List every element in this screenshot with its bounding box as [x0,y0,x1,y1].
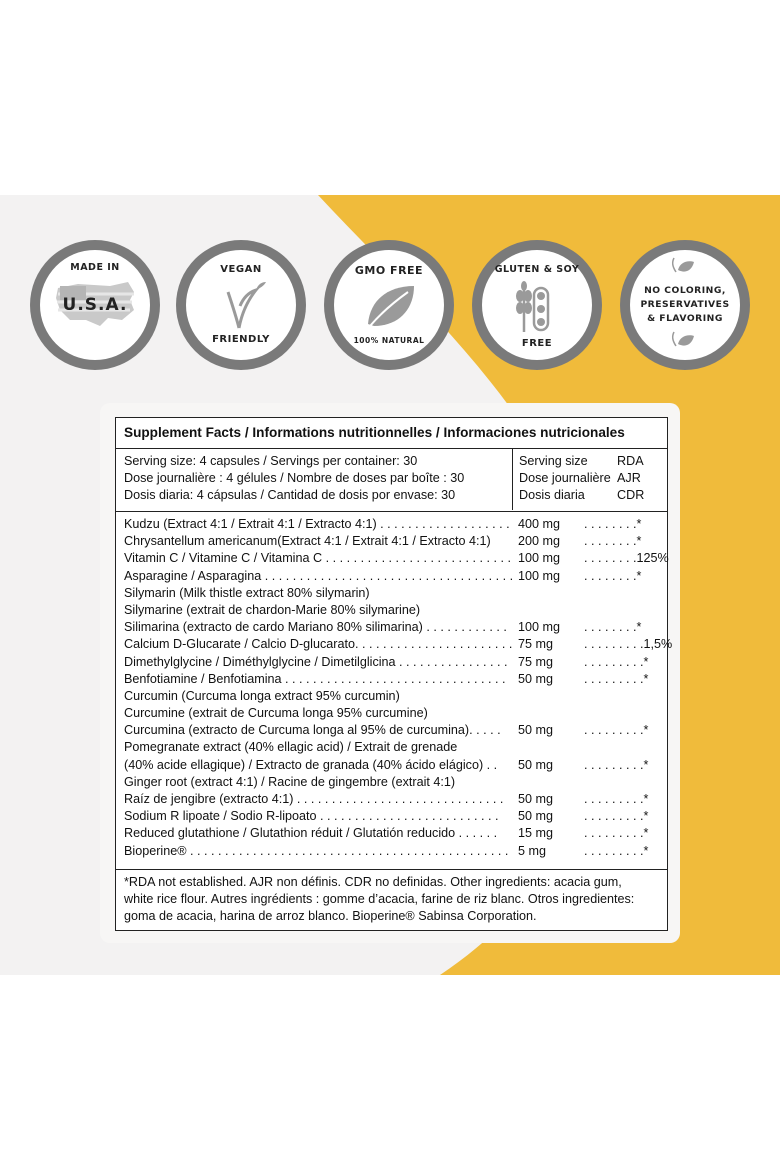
serving-line: Dose journalière : 4 gélules / Nombre de doses par boîte : 30 [124,471,465,486]
legend-row [519,453,667,470]
badge-label-bottom: FREE [521,338,553,349]
ingredient-amount: 75 mg [518,654,554,669]
ingredient-row [124,671,659,688]
ingredient-row [124,774,659,791]
ingredient-daily-value: . . . . . . . .* [584,534,642,549]
vegan-friendly-badge [176,240,306,370]
ingredient-name: Asparagine / Asparagina . . . . . . . . . . . . . . . . . . . . . . . . . . . . . . . . . . . . [124,568,514,583]
ingredient-daily-value: . . . . . . . .125% [584,551,669,566]
badge-label-top: GMO FREE [354,264,424,277]
ingredient-row [124,722,659,739]
ingredient-row [124,568,659,585]
ingredient-name: Silymarine (extrait de chardon-Marie 80% silymarine) [124,602,421,617]
ingredient-daily-value: . . . . . . . . .* [584,654,649,669]
ingredient-row [124,636,673,653]
serving-line: Dosis diaria: 4 cápsulas / Cantidad de dosis por envase: 30 [124,488,456,503]
ingredient-row [124,602,659,619]
footnote-line: white rice flour. Autres ingrédients : gomme d’acacia, farine de riz blanc. Otros ingredientes: [124,892,635,907]
legend-label: Serving size [519,454,588,468]
ingredient-name: Curcumine (extrait de Curcuma longa 95% curcumine) [124,706,428,721]
ingredient-amount: 50 mg [518,809,554,824]
badge-label-middle: U.S.A. [62,295,128,315]
ingredient-row [124,619,659,636]
ingredient-daily-value: . . . . . . . . .* [584,792,649,806]
badge-label-line3: & FLAVORING [647,313,723,324]
gmo-free-badge [324,240,454,370]
ingredient-amount: 100 mg [518,568,561,583]
ingredient-list [116,512,673,870]
ingredient-row [124,688,659,705]
serving-line: Serving size: 4 capsules / Servings per container: 30 [124,454,418,468]
ingredient-name: Kudzu (Extract 4:1 / Extrait 4:1 / Extracto 4:1) . . . . . . . . . . . . . . . . . . . [124,517,510,531]
serving-section [116,449,667,512]
ingredient-row [124,516,659,533]
ingredient-amount: 50 mg [518,757,554,772]
ingredient-row [124,739,659,756]
footnote-line: goma de acacia, harina de arroz blanco. Bioperine® Sabinsa Corporation. [124,909,537,924]
ingredient-name: (40% acide ellagique) / Extracto de granada (40% ácido elágico) . . [124,757,498,772]
legend-row [519,470,667,487]
footnote [116,870,667,926]
ingredient-amount: 50 mg [518,671,554,686]
ingredient-name: Sodium R lipoate / Sodio R-lipoato . . . . . . . . . . . . . . . . . . . . . . . . . . [124,809,499,824]
ingredient-row [124,757,659,774]
ingredient-row [124,843,659,860]
ingredient-amount: 15 mg [518,826,554,841]
badge-label-top: GLUTEN & SOY [494,264,580,275]
ingredient-name: Reduced glutathione / Glutathion réduit / Glutatión reducido . . . . . . [124,826,498,841]
ingredient-daily-value: . . . . . . . . .* [584,843,649,858]
badge-label-bottom: FRIENDLY [212,334,270,345]
badge-row [0,240,780,370]
wheat-icon [472,240,602,370]
gluten-soy-free-badge [472,240,602,370]
badge-label-top: VEGAN [220,264,262,275]
facts-title: Supplement Facts / Informations nutritionnelles / Informaciones nutricionales [116,418,667,449]
ingredient-name: Silymarin (Milk thistle extract 80% silymarin) [124,585,370,600]
ingredient-daily-value: . . . . . . . .* [584,620,642,635]
ingredient-amount: 50 mg [518,792,554,806]
ingredient-amount: 100 mg [518,551,561,566]
ingredient-name: Bioperine® . . . . . . . . . . . . . . . . . . . . . . . . . . . . . . . . . . . . . . . . . . . . . . [124,843,509,858]
ingredient-amount: 400 mg [518,517,561,531]
ingredient-row [124,705,659,722]
ingredient-daily-value: . . . . . . . . .* [584,723,649,738]
legend-code: RDA [617,454,644,468]
legend-row [519,487,667,504]
ingredient-amount: 50 mg [518,723,554,738]
ingredient-name: Calcium D-Glucarate / Calcio D-glucarato. . . . . . . . . . . . . . . . . . . . . . . [124,637,513,652]
legend-code: CDR [617,488,645,503]
ingredient-name: Benfotiamine / Benfotiamina . . . . . . . . . . . . . . . . . . . . . . . . . . . . . . . . [124,671,506,686]
ingredient-row [124,533,659,550]
ingredient-name: Curcumina (extracto de Curcuma longa al 95% de curcumina). . . . . [124,723,501,738]
badge-label-top: MADE IN [70,262,120,273]
legend-label: Dosis diaria [519,488,585,503]
supplement-facts-table [115,417,673,931]
ingredient-daily-value: . . . . . . . .* [584,568,642,583]
ingredient-amount: 100 mg [518,620,561,635]
serving-legend [512,449,667,510]
legend-label: Dose journalière [519,471,611,486]
ingredient-name: Chrysantellum americanum(Extract 4:1 / Extrait 4:1 / Extracto 4:1) [124,534,491,549]
ingredient-name: Curcumin (Curcuma longa extract 95% curcumin) [124,688,400,703]
ingredient-daily-value: . . . . . . . .* [584,517,642,531]
ingredient-row [124,808,659,825]
ingredient-name: Raíz de jengibre (extracto 4:1) . . . . . . . . . . . . . . . . . . . . . . . . . . . . . . [124,792,504,806]
ingredient-daily-value: . . . . . . . . .1,5% [584,637,673,652]
ingredient-row [124,585,659,602]
footnote-line: *RDA not established. AJR non définis. CDR no definidas. Other ingredients: acacia gum, [124,875,622,889]
badge-label-line1: NO COLORING, [644,285,726,296]
ingredient-name: Silimarina (extracto de cardo Mariano 80% silimarina) . . . . . . . . . . . . [124,620,507,635]
serving-info [124,453,509,505]
ingredient-name: Pomegranate extract (40% ellagic acid) / Extrait de grenade [124,740,458,755]
ingredient-name: Vitamin C / Vitamine C / Vitamina C . . . . . . . . . . . . . . . . . . . . . . . . . . . [124,551,512,566]
ingredient-daily-value: . . . . . . . . .* [584,671,649,686]
sprout-icon [176,240,306,370]
ingredient-amount: 75 mg [518,637,554,652]
ingredient-name: Ginger root (extract 4:1) / Racine de gingembre (extrait 4:1) [124,774,456,789]
leaf-icon [324,240,454,370]
ingredient-daily-value: . . . . . . . . .* [584,826,649,841]
ingredient-amount: 5 mg [518,843,546,858]
ingredient-row [124,825,659,842]
ingredient-row [124,654,659,671]
ingredient-amount: 200 mg [518,534,561,549]
no-coloring-badge [620,240,750,370]
ingredient-name: Dimethylglycine / Diméthylglycine / Dimetilglicina . . . . . . . . . . . . . . . . [124,654,508,669]
legend-code: AJR [617,471,641,486]
ingredient-daily-value: . . . . . . . . .* [584,757,649,772]
ingredient-row [124,550,669,567]
made-in-usa-badge [30,240,160,370]
badge-label-bottom: 100% NATURAL [353,336,425,345]
badge-label-line2: PRESERVATIVES [640,299,730,310]
ingredient-daily-value: . . . . . . . . .* [584,809,649,824]
ingredient-row [124,791,659,808]
